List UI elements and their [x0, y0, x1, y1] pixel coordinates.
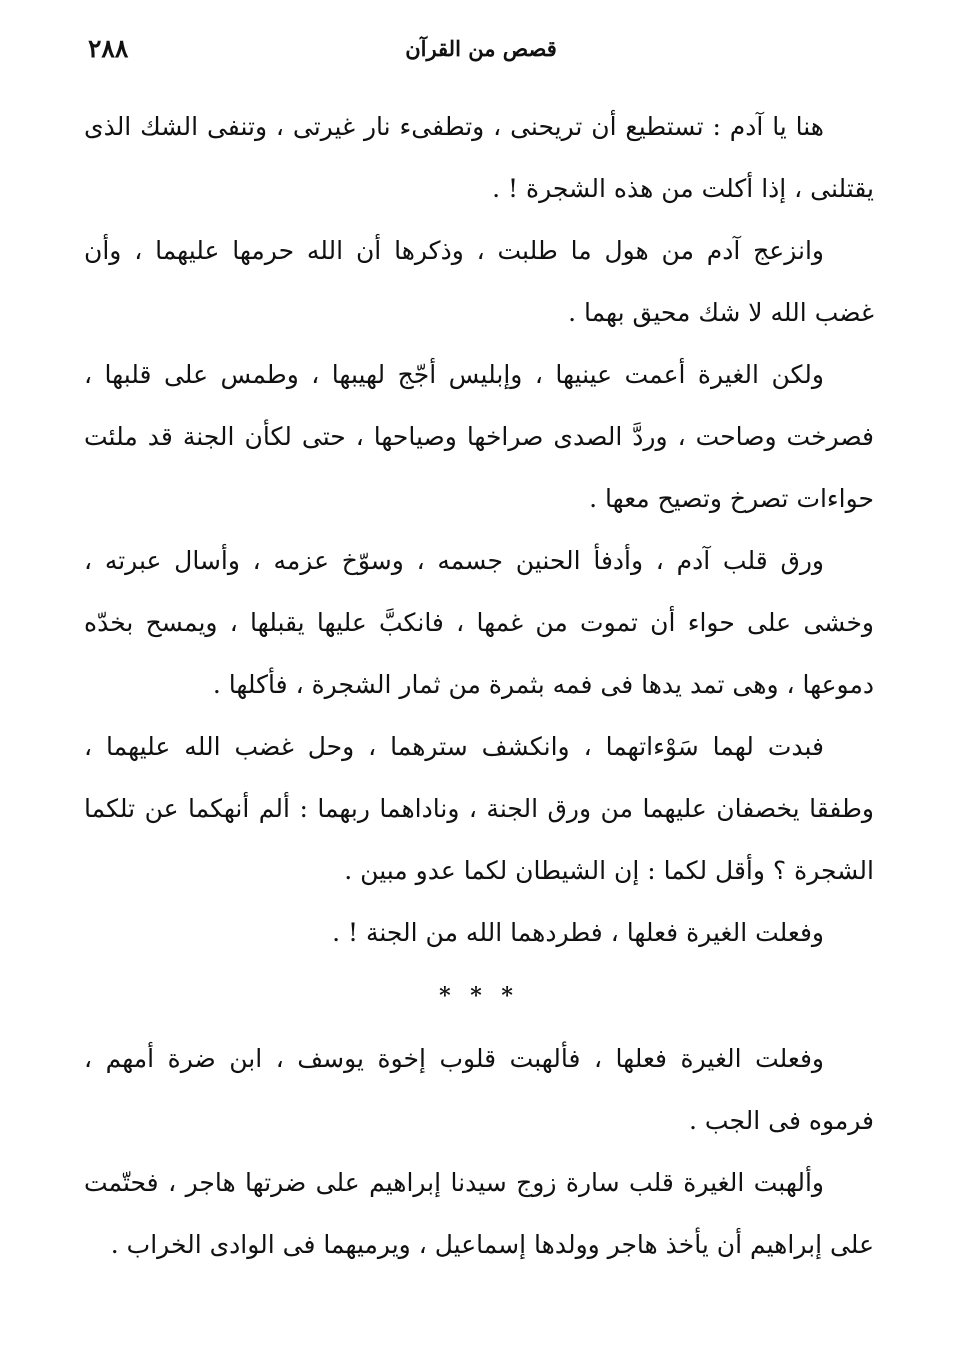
- paragraph: هنا يا آدم : تستطيع أن تريحنى ، وتطفىء نار غيرتى ، وتنفى الشك الذى يقتلنى ، إذا أكلت من هذه الشجرة ! .: [84, 112, 874, 203]
- running-title: قصص من القرآن: [405, 36, 557, 61]
- page-header: [88, 34, 874, 74]
- paragraph: ورق قلب آدم ، وأدفأ الحنين جسمه ، وسوّخ عزمه ، وأسال عبرته ، وخشى على حواء أن تموت من غمها ، فانكبَّ عليها يقبلها ، ويمسح بخدّه دموعها ، وهى تمد يدها فى فمه بثمرة من ثمار الشجرة ، فأكلها .: [84, 546, 874, 699]
- body-text: [84, 96, 874, 1276]
- paragraph: فبدت لهما سَوْءاتهما ، وانكشف سترهما ، وحل غضب الله عليهما ، وطفقا يخصفان عليهما من ورق الجنة ، وناداهما ربهما : ألم أنهكما عن تلكما الشجرة ؟ وأقل لكما : إن الشيطان لكما عدو مبين .: [84, 732, 874, 885]
- paragraph: وألهبت الغيرة قلب سارة زوج سيدنا إبراهيم على ضرتها هاجر ، فحتّمت على إبراهيم أن يأخذ هاجر وولدها إسماعيل ، ويرميهما فى الوادى الخراب .: [84, 1168, 874, 1259]
- page-number: ٢٨٨: [88, 34, 129, 63]
- section-separator: * * *: [439, 983, 519, 1009]
- paragraph: وانزعج آدم من هول ما طلبت ، وذكرها أن الله حرمها عليهما ، وأن غضب الله لا شك محيق بهما .: [84, 236, 874, 327]
- paragraph: ولكن الغيرة أعمت عينيها ، وإبليس أجّج لهيبها ، وطمس على قلبها ، فصرخت وصاحت ، وردَّ الصدى صراخها وصياحها ، حتى لكأن الجنة قد ملئت حواءات تصرخ وتصيح معها .: [84, 360, 874, 513]
- paragraph: وفعلت الغيرة فعلها ، فطردهما الله من الجنة ! .: [332, 918, 824, 947]
- paragraph: وفعلت الغيرة فعلها ، فألهبت قلوب إخوة يوسف ، ابن ضرة أمهم ، فرموه فى الجب .: [84, 1044, 874, 1135]
